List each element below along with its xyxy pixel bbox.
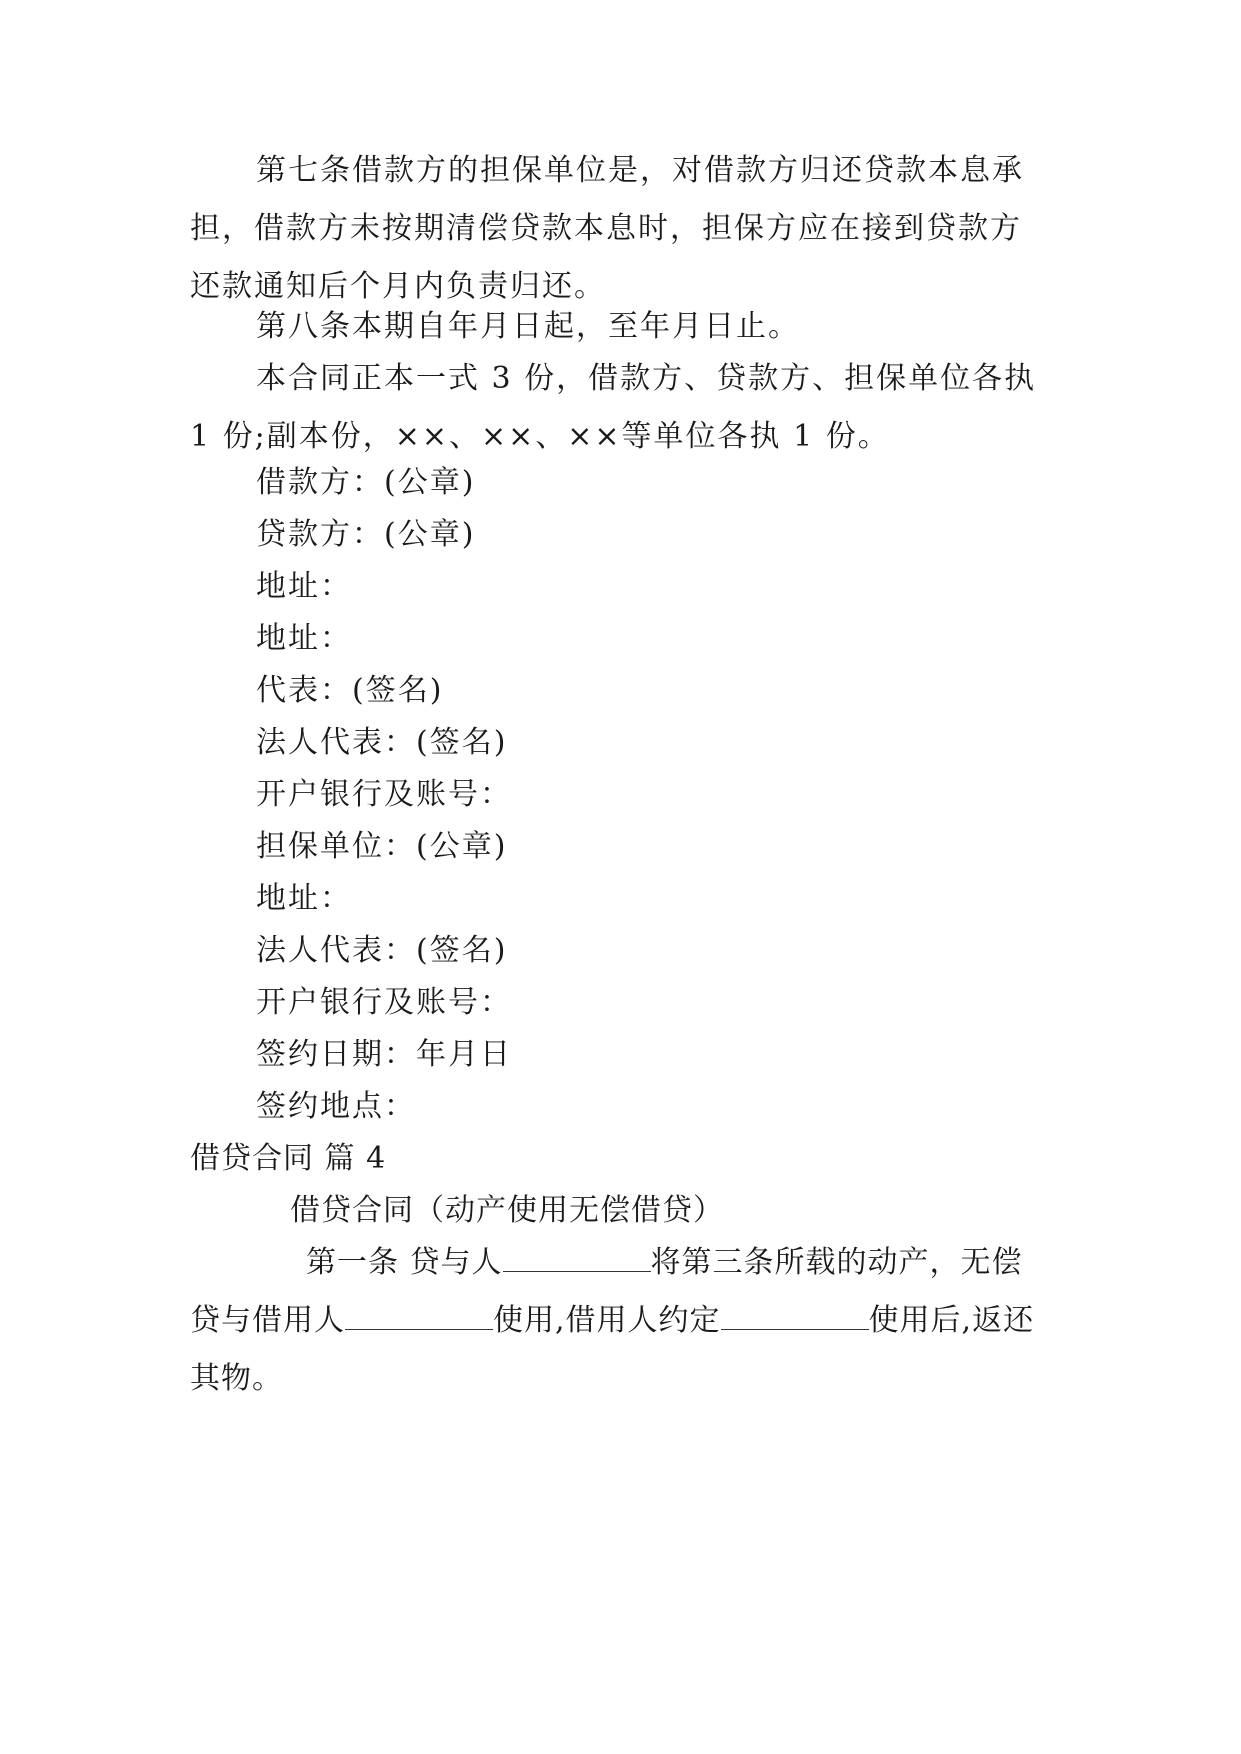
- article-1-text-b: 使用,借用人约定: [493, 1303, 721, 1338]
- signing-place-line: 签约地点：: [256, 1089, 416, 1124]
- article-8-paragraph: 第八条本期自年月日起，至年月日止。: [256, 309, 800, 344]
- article-1-paragraph: [190, 1234, 1050, 1408]
- borrower-name-blank: [345, 1303, 493, 1330]
- guarantor-address-line: 地址：: [256, 881, 352, 916]
- borrower-seal-line: 借款方：(公章): [256, 465, 476, 500]
- article-1-text-c: 使用后,返还其物。: [190, 1303, 1035, 1396]
- representative-line: 代表：(签名): [256, 673, 444, 708]
- lender-name-blank: [503, 1245, 651, 1272]
- article-1-text-a: 将第三条所载的动产，无偿贷与借用人: [190, 1245, 1023, 1338]
- lender-address-line: 地址：: [256, 621, 352, 656]
- guarantor-legal-representative-line: 法人代表：(签名): [256, 933, 508, 968]
- contract-subtitle: 借贷合同（动产使用无偿借贷）: [290, 1193, 724, 1228]
- copies-paragraph: 本合同正本一式 3 份，借款方、贷款方、担保单位各执 1 份;副本份，××、××、××等单位各执 1 份。: [190, 361, 1048, 454]
- signing-date-line: 签约日期：年月日: [256, 1037, 512, 1072]
- legal-representative-line: 法人代表：(签名): [256, 725, 508, 760]
- article-7-paragraph: 第七条借款方的担保单位是，对借款方归还贷款本息承担，借款方未按期清偿贷款本息时，担保方应在接到贷款方还款通知后个月内负责归还。: [190, 153, 1024, 304]
- lender-seal-line: 贷款方：(公章): [256, 517, 476, 552]
- bank-account-line: 开户银行及账号：: [256, 777, 512, 812]
- section-heading: 借贷合同 篇 4: [190, 1141, 387, 1176]
- use-purpose-blank: [721, 1303, 869, 1330]
- guarantor-seal-line: 担保单位：(公章): [256, 829, 508, 864]
- guarantor-bank-account-line: 开户银行及账号：: [256, 985, 512, 1020]
- borrower-address-line: 地址：: [256, 569, 352, 604]
- article-1-lead: 第一条 贷与人: [306, 1245, 503, 1280]
